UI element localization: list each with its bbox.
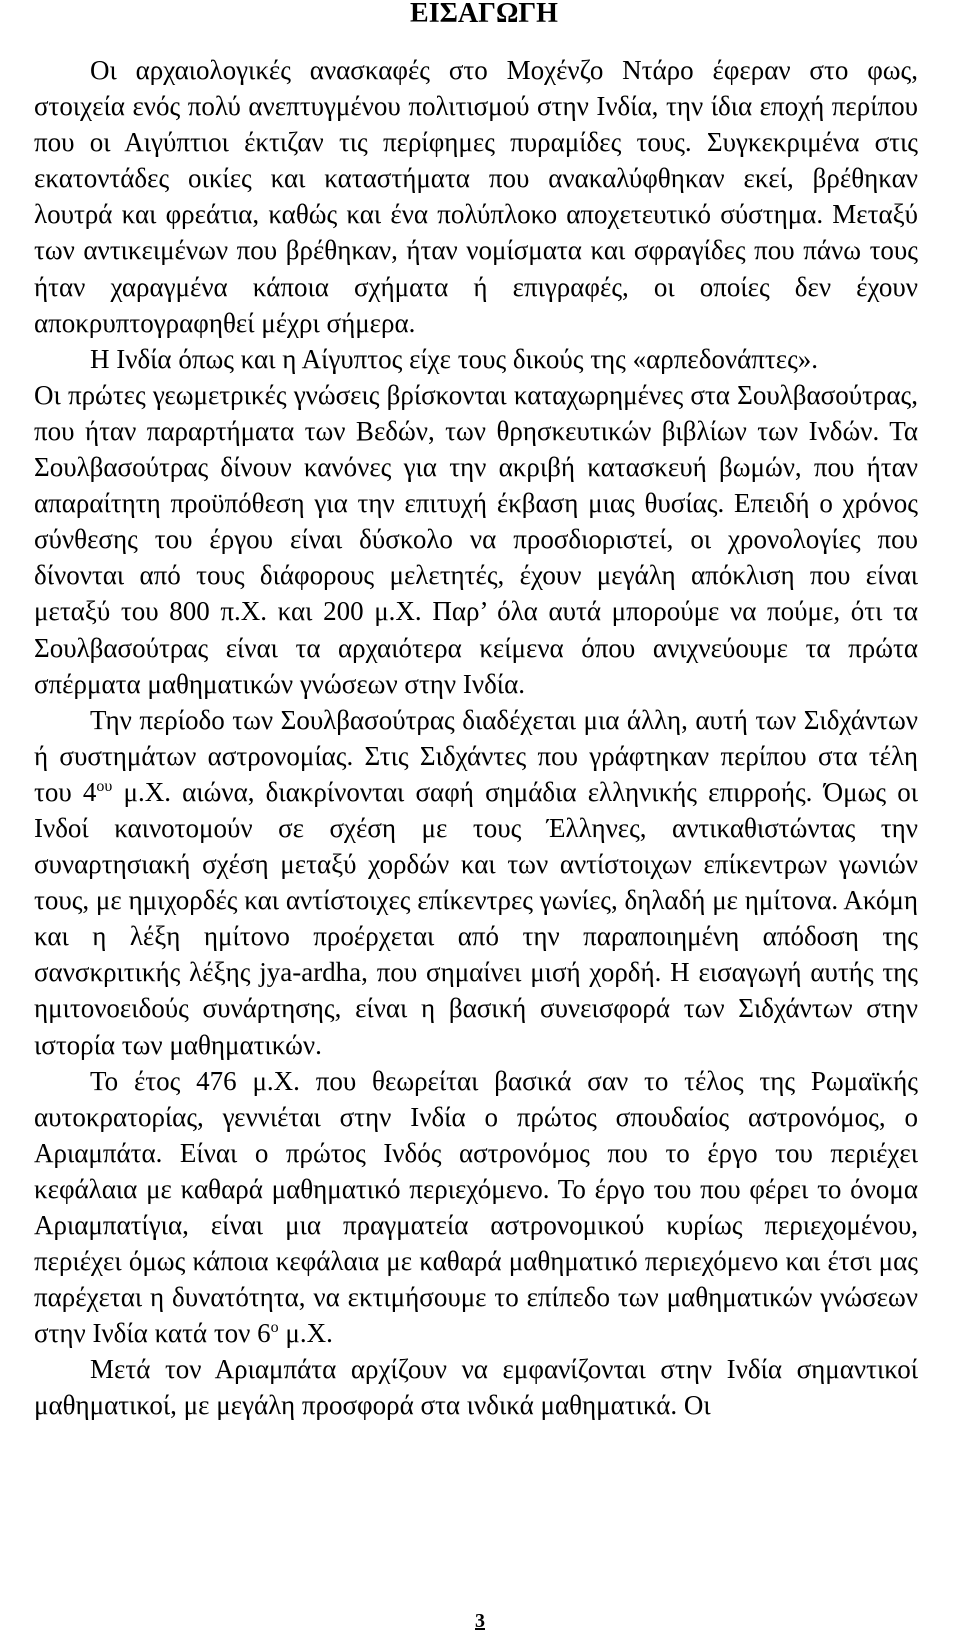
- paragraph-2: Η Ινδία όπως και η Αίγυπτος είχε τους δικούς της «αρπεδονάπτες».: [90, 343, 819, 374]
- document-body: [34, 52, 918, 1424]
- paragraph-5-text-a: Το έτος 476 μ.Χ. που θεωρείται βασικά σαν το τέλος της Ρωμαϊκής αυτοκρατορίας, γεννιέται στην Ινδία ο πρώτος σπουδαίος αστρονόμος, ο Αριαμπάτα. Είναι ο πρώτος Ινδός αστρονόμος που το έργο του περιέχει κεφάλαια με καθαρά μαθηματικό περιεχόμενο. Το έργο του που φέρει το όνομα Αριαμπατίγια, είναι μια πραγματεία αστρονομικού κυρίως περιεχομένου, περιέχει όμως κάποια κεφάλαια με καθαρά μαθηματικό περιεχόμενο και έτσι μας παρέχεται η δυνατότητα, να εκτιμήσουμε το επίπεδο των μαθηματικών γνώσεων στην Ινδία κατά τον 6: [34, 1065, 918, 1349]
- paragraph-4: [34, 702, 918, 1063]
- superscript-ordinal: ο: [270, 1319, 279, 1337]
- page-title: ΕΙΣΑΓΩΓΗ: [410, 0, 558, 29]
- document-page: [34, 0, 918, 1424]
- paragraph-5: [34, 1063, 918, 1352]
- superscript-ordinal: ου: [96, 777, 113, 795]
- paragraph-5-text-b: μ.Χ.: [278, 1318, 333, 1349]
- page-number: 3: [475, 1610, 485, 1632]
- paragraph-3: Οι πρώτες γεωμετρικές γνώσεις βρίσκονται καταχωρημένες στα Σουλβασούτρας, που ήταν παραρτήματα των Βεδών, των θρησκευτικών βιβλίων των Ινδών. Τα Σουλβασούτρας δίνουν κανόνες για την ακριβή κατασκευή βωμών, που ήταν απαραίτητη προϋπόθεση για την επιτυχή έκβαση μιας θυσίας. Επειδή ο χρόνος σύνθεσης του έργου είναι δύσκολο να προσδιοριστεί, οι χρονολογίες που δίνονται από τους διάφορους μελετητές, έχουν μεγάλη απόκλιση που είναι μεταξύ του 800 π.Χ. και 200 μ.Χ. Παρ’ όλα αυτά μπορούμε να πούμε, ότι τα Σουλβασούτρας είναι τα αρχαιότερα κείμενα όπου ανιχνεύουμε τα πρώτα σπέρματα μαθηματικών γνώσεων στην Ινδία.: [34, 379, 918, 699]
- paragraph-4-text-b: μ.Χ. αιώνα, διακρίνονται σαφή σημάδια ελληνικής επιρροής. Όμως οι Ινδοί καινοτομούν σε σχέση με τους Έλληνες, αντικαθιστώντας την συναρτησιακή σχέση μεταξύ χορδών και των αντίστοιχων επίκεντρων γωνιών τους, με ημιχορδές και αντίστοιχες επίκεντρες γωνίες, δηλαδή με ημίτονα. Ακόμη και η λέξη ημίτονο προέρχεται από την παραποιημένη απόδοση της σανσκριτικής λέξης jya-ardha, που σημαίνει μισή χορδή. Η εισαγωγή αυτής της ημιτονοειδούς συνάρτησης, είναι η βασική συνεισφορά των Σιδχάντων στην ιστορία των μαθηματικών.: [34, 776, 918, 1060]
- paragraph-6: Μετά τον Αριαμπάτα αρχίζουν να εμφανίζονται στην Ινδία σημαντικοί μαθηματικοί, με μεγάλη προσφορά στα ινδικά μαθηματικά. Οι: [34, 1354, 918, 1421]
- paragraph-4-text-a: Την περίοδο των Σουλβασούτρας διαδέχεται μια άλλη, αυτή των Σιδχάντων ή συστημάτων αστρονομίας. Στις Σιδχάντες που γράφτηκαν περίπου στα τέλη του 4: [34, 704, 918, 807]
- paragraph-1: Οι αρχαιολογικές ανασκαφές στο Μοχένζο Ντάρο έφεραν στο φως, στοιχεία ενός πολύ ανεπτυγμένου πολιτισμού στην Ινδία, την ίδια εποχή περίπου που οι Αιγύπτιοι έκτιζαν τις περίφημες πυραμίδες τους. Συγκεκριμένα στις εκατοντάδες οικίες και καταστήματα που ανακαλύφθηκαν εκεί, βρέθηκαν λουτρά και φρεάτια, καθώς και ένα πολύπλοκο αποχετευτικό σύστημα. Μεταξύ των αντικειμένων που βρέθηκαν, ήταν νομίσματα και σφραγίδες που πάνω τους ήταν χαραγμένα κάποια σχήματα ή επιγραφές, οι οποίες δεν έχουν αποκρυπτογραφηθεί μέχρι σήμερα.: [34, 55, 918, 338]
